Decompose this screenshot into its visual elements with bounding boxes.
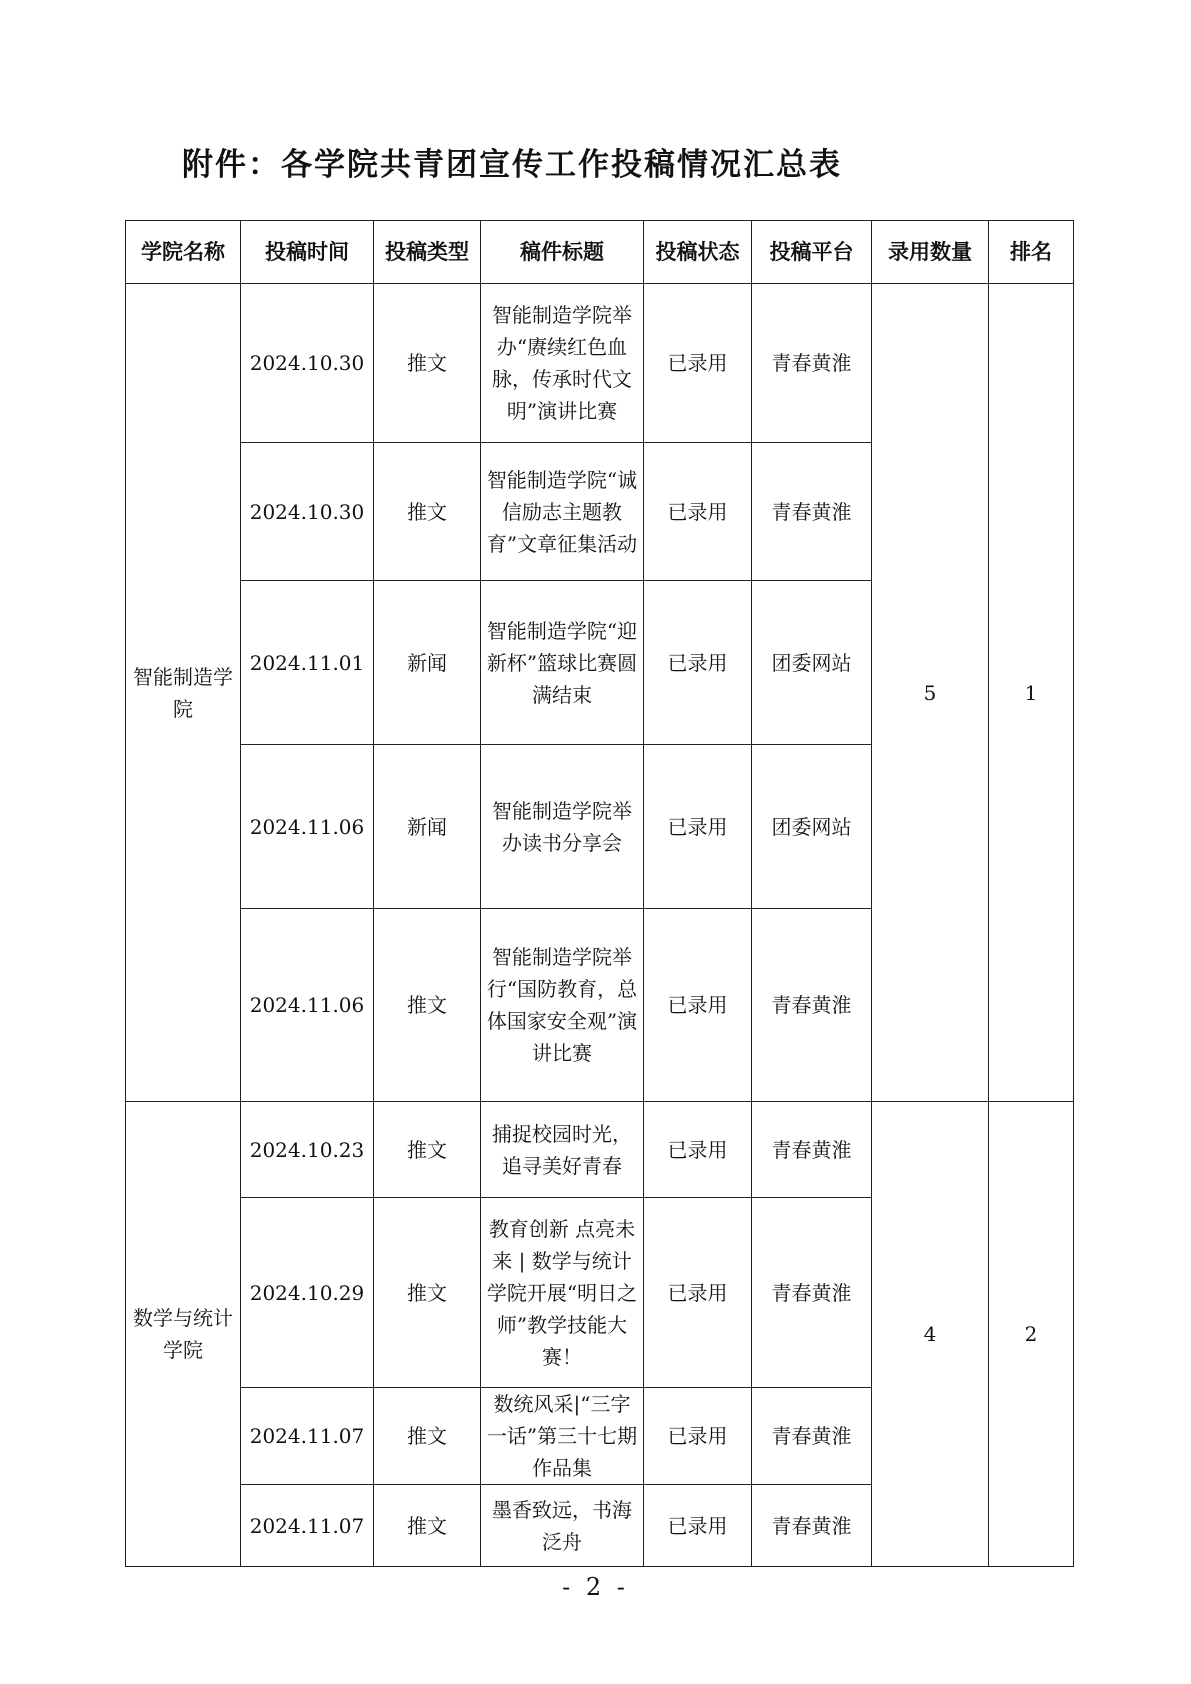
page-number: - 2 - [562, 1573, 629, 1601]
rank-cell: 1 [989, 284, 1074, 1102]
status-cell: 已录用 [644, 284, 752, 443]
title-cell: 教育创新 点亮未来 | 数学与统计学院开展“明日之师”教学技能大赛！ [481, 1198, 644, 1388]
header-accepted-count: 录用数量 [872, 221, 989, 284]
header-type: 投稿类型 [374, 221, 481, 284]
type-cell: 推文 [374, 443, 481, 581]
accepted-count-cell: 4 [872, 1102, 989, 1567]
type-cell: 推文 [374, 1485, 481, 1567]
header-rank: 排名 [989, 221, 1074, 284]
submission-summary-table [125, 220, 1074, 1567]
status-cell: 已录用 [644, 1102, 752, 1198]
date-cell: 2024.11.06 [241, 909, 374, 1102]
status-cell: 已录用 [644, 1388, 752, 1485]
platform-cell: 青春黄淮 [752, 284, 872, 443]
type-cell: 推文 [374, 1198, 481, 1388]
date-cell: 2024.10.30 [241, 443, 374, 581]
status-cell: 已录用 [644, 443, 752, 581]
rank-cell: 2 [989, 1102, 1074, 1567]
title-cell: 智能制造学院举办读书分享会 [481, 745, 644, 909]
status-cell: 已录用 [644, 581, 752, 745]
header-title: 稿件标题 [481, 221, 644, 284]
type-cell: 推文 [374, 1388, 481, 1485]
table-row [126, 284, 1074, 443]
table-row [126, 1102, 1074, 1198]
platform-cell: 团委网站 [752, 745, 872, 909]
document-title: 附件：各学院共青团宣传工作投稿情况汇总表 [182, 147, 842, 183]
type-cell: 推文 [374, 1102, 481, 1198]
title-cell: 智能制造学院“诚信励志主题教育”文章征集活动 [481, 443, 644, 581]
header-status: 投稿状态 [644, 221, 752, 284]
accepted-count-cell: 5 [872, 284, 989, 1102]
type-cell: 新闻 [374, 745, 481, 909]
date-cell: 2024.11.06 [241, 745, 374, 909]
platform-cell: 团委网站 [752, 581, 872, 745]
status-cell: 已录用 [644, 745, 752, 909]
title-cell: 智能制造学院举行“国防教育，总体国家安全观”演讲比赛 [481, 909, 644, 1102]
table-header-row [126, 221, 1074, 284]
status-cell: 已录用 [644, 909, 752, 1102]
date-cell: 2024.11.07 [241, 1485, 374, 1567]
title-cell: 智能制造学院“迎新杯”篮球比赛圆满结束 [481, 581, 644, 745]
platform-cell: 青春黄淮 [752, 909, 872, 1102]
college-cell: 数学与统计学院 [126, 1102, 241, 1567]
platform-cell: 青春黄淮 [752, 1388, 872, 1485]
platform-cell: 青春黄淮 [752, 1198, 872, 1388]
header-platform: 投稿平台 [752, 221, 872, 284]
type-cell: 新闻 [374, 581, 481, 745]
platform-cell: 青春黄淮 [752, 1102, 872, 1198]
date-cell: 2024.10.29 [241, 1198, 374, 1388]
type-cell: 推文 [374, 284, 481, 443]
date-cell: 2024.11.01 [241, 581, 374, 745]
title-cell: 墨香致远，书海泛舟 [481, 1485, 644, 1567]
title-cell: 捕捉校园时光，追寻美好青春 [481, 1102, 644, 1198]
status-cell: 已录用 [644, 1198, 752, 1388]
date-cell: 2024.11.07 [241, 1388, 374, 1485]
platform-cell: 青春黄淮 [752, 1485, 872, 1567]
title-cell: 数统风采|“三字一话”第三十七期作品集 [481, 1388, 644, 1485]
status-cell: 已录用 [644, 1485, 752, 1567]
header-college: 学院名称 [126, 221, 241, 284]
date-cell: 2024.10.23 [241, 1102, 374, 1198]
college-cell: 智能制造学院 [126, 284, 241, 1102]
platform-cell: 青春黄淮 [752, 443, 872, 581]
header-date: 投稿时间 [241, 221, 374, 284]
title-cell: 智能制造学院举办“赓续红色血脉，传承时代文明”演讲比赛 [481, 284, 644, 443]
date-cell: 2024.10.30 [241, 284, 374, 443]
type-cell: 推文 [374, 909, 481, 1102]
